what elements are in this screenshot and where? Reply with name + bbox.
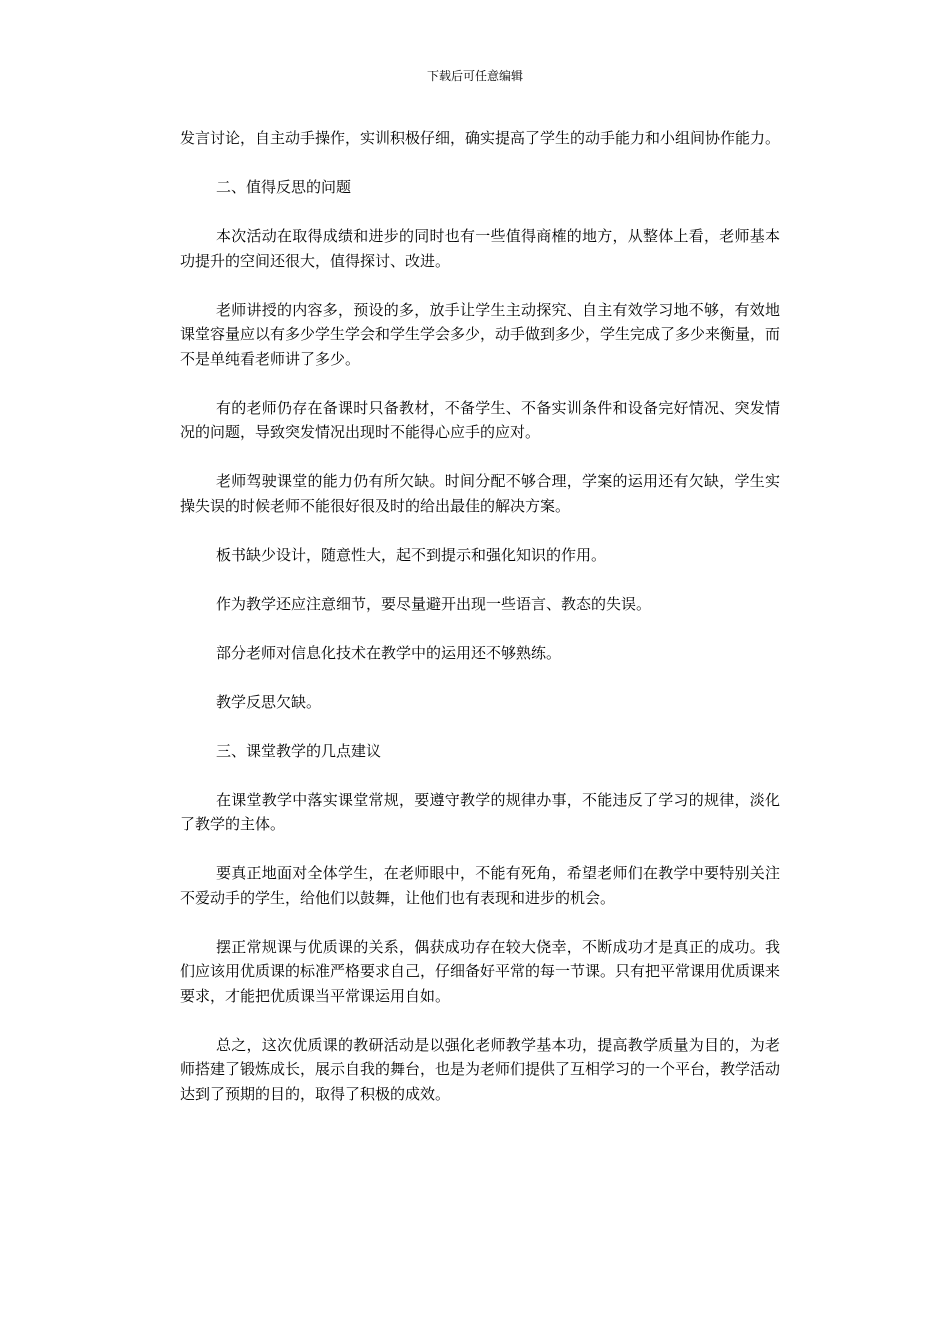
section-heading-3: 三、课堂教学的几点建议 xyxy=(216,741,382,760)
paragraph: 本次活动在取得成绩和进步的同时也有一些值得商榷的地方，从整体上看，老师基本功提升的空间还很大，值得探讨、改进。 xyxy=(180,227,780,270)
page-header: 下载后可任意编辑 xyxy=(426,69,523,83)
paragraph: 老师驾驶课堂的能力仍有所欠缺。时间分配不够合理，学案的运用还有欠缺，学生实操失误的时候老师不能很好很及时的给出最佳的解决方案。 xyxy=(180,472,780,515)
paragraph: 在课堂教学中落实课堂常规，要遵守教学的规律办事，不能违反了学习的规律，淡化了教学的主体。 xyxy=(180,790,780,833)
paragraph: 摆正常规课与优质课的关系，偶获成功存在较大侥幸，不断成功才是真正的成功。我们应该用优质课的标准严格要求自己，仔细备好平常的每一节课。只有把平常课用优质课来要求，才能把优质课当平常课运用自如。 xyxy=(180,937,781,1005)
paragraph: 有的老师仍存在备课时只备教材，不备学生、不备实训条件和设备完好情况、突发情况的问题，导致突发情况出现时不能得心应手的应对。 xyxy=(180,398,780,441)
paragraph-continuation: 发言讨论，自主动手操作，实训积极仔细，确实提高了学生的动手能力和小组间协作能力。 xyxy=(180,129,781,147)
paragraph: 部分老师对信息化技术在教学中的运用还不够熟练。 xyxy=(216,643,562,662)
paragraph: 板书缺少设计，随意性大，起不到提示和强化知识的作用。 xyxy=(216,545,607,564)
paragraph: 要真正地面对全体学生，在老师眼中，不能有死角，希望老师们在教学中要特别关注不爱动手的学生，给他们以鼓舞，让他们也有表现和进步的机会。 xyxy=(180,864,780,907)
paragraph-conclusion: 总之，这次优质课的教研活动是以强化老师教学基本功，提高教学质量为目的，为老师搭建了锻炼成长，展示自我的舞台，也是为老师们提供了互相学习的一个平台，教学活动达到了预期的目的，取得了积极的成效。 xyxy=(180,1035,781,1103)
section-heading-2: 二、值得反思的问题 xyxy=(216,178,352,196)
paragraph: 教学反思欠缺。 xyxy=(216,692,322,711)
document-body xyxy=(180,126,780,1106)
paragraph: 作为教学还应注意细节，要尽量避开出现一些语言、教态的失误。 xyxy=(216,594,652,613)
paragraph: 老师讲授的内容多，预设的多，放手让学生主动探究、自主有效学习地不够，有效地课堂容量应以有多少学生学会和学生学会多少，动手做到多少，学生完成了多少来衡量，而不是单纯看老师讲了多少。 xyxy=(180,300,781,368)
